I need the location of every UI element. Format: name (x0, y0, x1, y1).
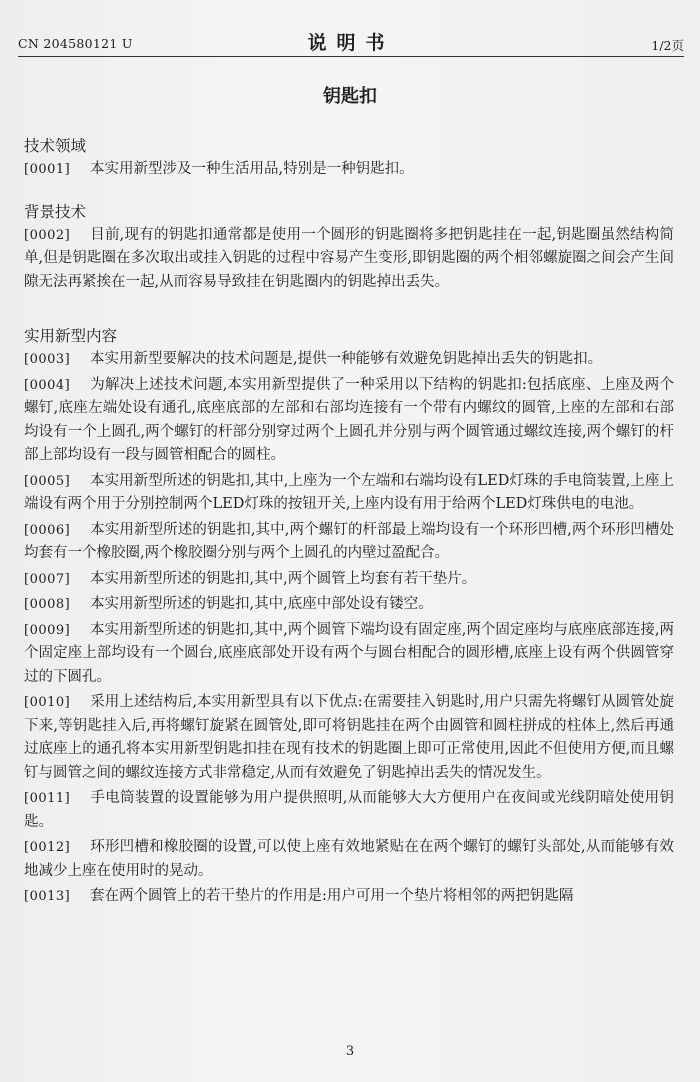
paragraph-text: 本实用新型所述的钥匙扣,其中,两个圆管上均套有若干垫片。 (90, 570, 477, 587)
paragraph-text: 采用上述结构后,本实用新型具有以下优点:在需要挂入钥匙时,用户只需先将螺钉从圆管处旋下来,等钥匙挂入后,再将螺钉旋紧在圆管处,即可将钥匙挂在两个由圆管和圆柱拼成的柱体上,然后再通过底座上的通孔将本实用新型钥匙扣挂在现有技术的钥匙圈上即可正常使用,因此不但使用方便,而且螺钉与圆管之间的螺纹连接方式非常稳定,从而有效避免了钥匙掉出丢失的情况发生。 (24, 694, 674, 781)
page-header (18, 28, 684, 58)
paragraph-number: [0002] (24, 227, 71, 243)
paragraph (24, 348, 674, 372)
paragraph (24, 836, 674, 883)
paragraph-number: [0001] (24, 162, 71, 177)
paragraph-number: [0009] (24, 622, 71, 638)
paragraph-text: 为解决上述技术问题,本实用新型提供了一种采用以下结构的钥匙扣:包括底座、上座及两个螺钉,底座左端处设有通孔,底座底部的左部和右部均连接有一个带有内螺纹的圆管,上座的左部和右部均设有一个上圆孔,两个螺钉的杆部分别穿过两个上圆孔并分别与两个圆管通过螺纹连接,两个螺钉的杆部上部均设有一段与圆管相配合的圆柱。 (24, 376, 674, 463)
paragraph-number: [0012] (24, 840, 71, 855)
paragraph-text: 本实用新型要解决的技术问题是,提供一种能够有效避免钥匙掉出丢失的钥匙扣。 (90, 351, 603, 367)
paragraph (24, 885, 674, 909)
paragraph-number: [0008] (24, 597, 71, 612)
paragraph (24, 593, 674, 617)
page-number: 3 (345, 1044, 355, 1059)
paragraph-text: 目前,现有的钥匙扣通常都是使用一个圆形的钥匙圈将多把钥匙挂在一起,钥匙圈虽然结构简单,但是钥匙圈在多次取出或挂入钥匙的过程中容易产生变形,即钥匙圈的两个相邻螺旋圈之间会产生间隙无法再紧挨在一起,从而容易导致挂在钥匙圈内的钥匙掉出丢失。 (24, 226, 674, 290)
paragraph-text: 本实用新型所述的钥匙扣,其中,两个圆管下端均设有固定座,两个固定座均与底座底部连接,两个固定座上部均设有一个圆台,底座底部处开设有两个与圆台相配合的圆形槽,底座上设有两个供圆管穿过的下圆孔。 (24, 621, 674, 685)
paragraph (24, 374, 674, 468)
paragraph (24, 224, 674, 295)
section-heading: 背景技术 (24, 202, 87, 221)
paragraph (24, 158, 674, 182)
paragraph (24, 568, 674, 592)
paragraph-number: [0013] (24, 889, 71, 904)
paragraph (24, 619, 674, 690)
paragraph (24, 470, 674, 517)
section-heading: 实用新型内容 (24, 327, 118, 345)
paragraph-number: [0004] (24, 377, 71, 393)
paragraph-text: 本实用新型所述的钥匙扣,其中,两个螺钉的杆部最上端均设有一个环形凹槽,两个环形凹槽处均套有一个橡胶圈,两个橡胶圈分别与两个上圆孔的内壁过盈配合。 (24, 521, 674, 561)
paragraph-text: 套在两个圆管上的若干垫片的作用是:用户可用一个垫片将相邻的两把钥匙隔 (90, 888, 574, 904)
paragraph (24, 691, 674, 785)
paragraph-number: [0006] (24, 522, 71, 538)
paragraph-text: 本实用新型涉及一种生活用品,特别是一种钥匙扣。 (90, 161, 414, 177)
paragraph-text: 本实用新型所述的钥匙扣,其中,底座中部处设有镂空。 (90, 596, 433, 612)
paragraph-number: [0005] (24, 473, 71, 489)
page-info: 1/2页 (651, 38, 684, 53)
paragraph-number: [0010] (24, 695, 71, 710)
document-body (24, 126, 674, 911)
paragraph-text: 环形凹槽和橡胶圈的设置,可以使上座有效地紧贴在在两个螺钉的螺钉头部处,从而能够有效地减少上座在使用时的晃动。 (24, 839, 674, 879)
paragraph-text: 手电筒装置的设置能够为用户提供照明,从而能够大大方便用户在夜间或光线阴暗处使用钥匙。 (24, 790, 674, 830)
paragraph (24, 519, 674, 566)
paragraph-number: [0011] (24, 791, 71, 806)
paragraph-number: [0003] (24, 352, 71, 367)
header-rule (18, 56, 684, 57)
paragraph-text: 本实用新型所述的钥匙扣,其中,上座为一个左端和右端均设有LED灯珠的手电筒装置,上座上端设有两个用于分别控制两个LED灯珠的按钮开关,上座内设有用于给两个LED灯珠供电的电池。 (24, 472, 674, 512)
publication-number: CN 204580121 U (18, 36, 133, 51)
document-type: 说明书 (307, 32, 395, 54)
section-heading: 技术领域 (24, 137, 87, 155)
document-title: 钥匙扣 (323, 86, 377, 107)
paragraph (24, 787, 674, 834)
paragraph-number: [0007] (24, 571, 71, 587)
